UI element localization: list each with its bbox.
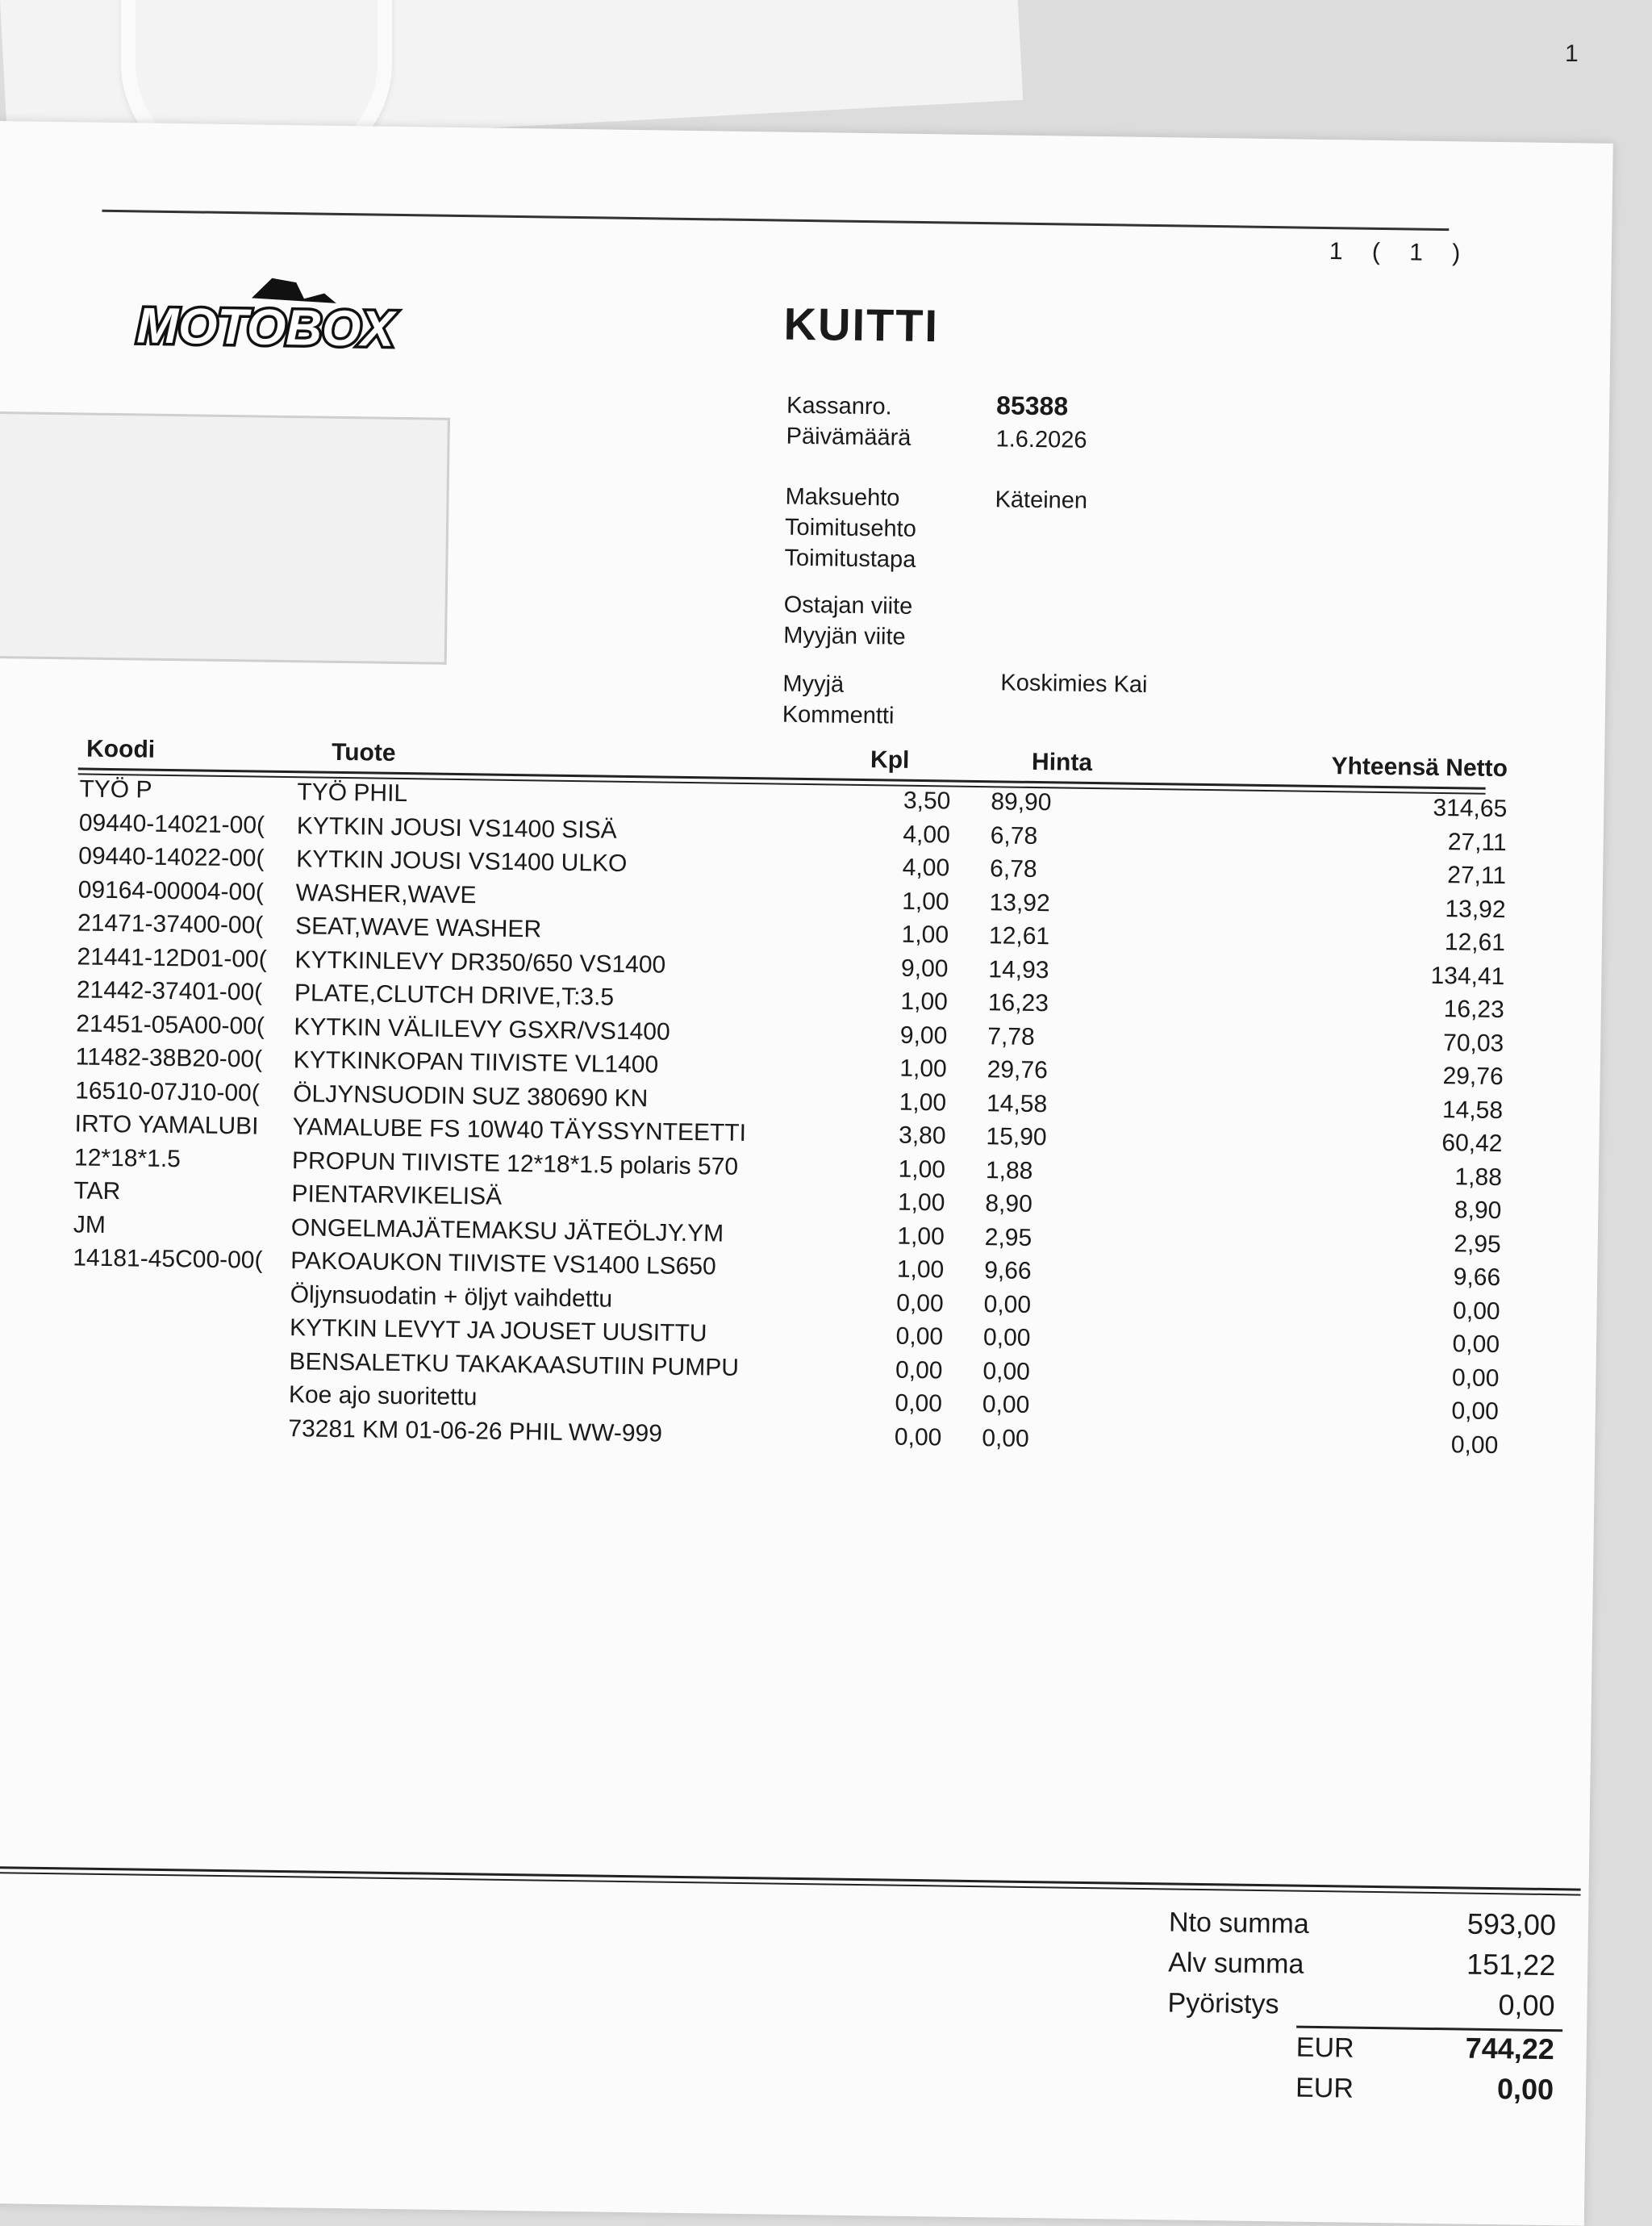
row-price: 6,78 — [989, 855, 1037, 883]
header-product: Tuote — [331, 738, 396, 766]
summary-rule-2 — [0, 1872, 1581, 1895]
row-code: 09440-14021-00( — [78, 808, 265, 839]
row-qty: 3,80 — [898, 1121, 946, 1150]
row-product: ONGELMAJÄTEMAKSU JÄTEÖLJY.YM — [290, 1213, 724, 1247]
summary-rule — [0, 1866, 1581, 1890]
summary-alv-value: 151,22 — [1466, 1947, 1556, 1982]
row-total: 314,65 — [1433, 794, 1508, 823]
row-product: Öljynsuodatin + öljyt vaihdettu — [290, 1280, 613, 1313]
item-rows — [70, 775, 1508, 1464]
meta-label-toimitustapa: Toimitustapa — [784, 545, 916, 573]
row-product: TYÖ PHIL — [297, 779, 408, 808]
page-number: 1 ( 1 ) — [1329, 238, 1472, 267]
row-total: 14,58 — [1441, 1096, 1504, 1124]
summary-nto-label: Nto summa — [1168, 1907, 1310, 1940]
row-price: 9,66 — [983, 1257, 1032, 1284]
meta-label-ostajan-viite: Ostajan viite — [783, 591, 913, 620]
row-qty: 0,00 — [895, 1389, 943, 1418]
row-product: Koe ajo suoritettu — [288, 1381, 478, 1411]
row-qty: 0,00 — [895, 1356, 943, 1384]
row-total: 29,76 — [1442, 1063, 1504, 1091]
row-qty: 1,00 — [898, 1155, 946, 1183]
row-total: 0,00 — [1452, 1297, 1500, 1325]
row-price: 2,95 — [984, 1223, 1032, 1251]
row-qty: 1,00 — [899, 1055, 947, 1083]
meta-label-date: Päivämäärä — [786, 423, 912, 451]
row-total: 8,90 — [1454, 1197, 1502, 1225]
row-qty: 9,00 — [899, 1021, 948, 1050]
row-price: 29,76 — [987, 1056, 1049, 1084]
row-code: 09440-14022-00( — [78, 842, 265, 872]
row-qty: 3,50 — [903, 787, 951, 815]
meta-value-date: 1.6.2026 — [995, 426, 1087, 453]
row-total: 27,11 — [1447, 862, 1507, 890]
row-price: 15,90 — [986, 1123, 1047, 1151]
row-product: PROPUN TIIVISTE 12*18*1.5 polaris 570 — [291, 1146, 739, 1180]
envelope-window — [0, 411, 450, 665]
row-price: 6,78 — [990, 821, 1038, 850]
row-code: 11482-38B20-00( — [75, 1043, 263, 1073]
row-total: 1,88 — [1454, 1163, 1503, 1191]
row-price: 14,58 — [986, 1089, 1048, 1117]
row-product: KYTKINLEVY DR350/650 VS1400 — [294, 946, 666, 979]
row-price: 89,90 — [991, 788, 1052, 816]
row-product: KYTKIN VÄLILEVY GSXR/VS1400 — [294, 1013, 670, 1046]
row-product: KYTKIN LEVYT JA JOUSET UUSITTU — [289, 1314, 707, 1347]
corner-mark: 1 — [1565, 40, 1579, 67]
row-qty: 1,00 — [901, 887, 949, 916]
row-qty: 4,00 — [902, 854, 950, 882]
meta-label-toimitusehto: Toimitusehto — [784, 514, 917, 542]
row-total: 60,42 — [1441, 1130, 1503, 1158]
row-qty: 1,00 — [897, 1222, 945, 1250]
meta-label-myyjan-viite: Myyjän viite — [782, 622, 906, 650]
row-qty: 4,00 — [903, 821, 950, 849]
row-price: 8,90 — [985, 1190, 1033, 1217]
receipt-paper — [0, 121, 1613, 2226]
row-product: KYTKIN JOUSI VS1400 ULKO — [296, 846, 628, 877]
row-product: PLATE,CLUTCH DRIVE,T:3.5 — [294, 979, 615, 1011]
row-product: KYTKINKOPAN TIIVISTE VL1400 — [293, 1046, 659, 1079]
summary-eur-label: EUR — [1295, 2032, 1354, 2064]
meta-value-myyja: Koskimies Kai — [1000, 670, 1148, 698]
row-code: 09164-00004-00( — [77, 875, 265, 906]
row-qty: 1,00 — [896, 1255, 945, 1284]
row-code: 12*18*1.5 — [73, 1143, 181, 1172]
row-total: 70,03 — [1442, 1029, 1504, 1057]
row-code: IRTO YAMALUBI — [74, 1110, 259, 1140]
row-price: 0,00 — [983, 1290, 1032, 1318]
meta-label-kassanro: Kassanro. — [786, 392, 892, 420]
row-total: 0,00 — [1451, 1364, 1500, 1392]
row-qty: 0,00 — [895, 1322, 944, 1351]
row-code: TAR — [73, 1177, 121, 1205]
row-total: 12,61 — [1444, 929, 1506, 957]
row-code: 14181-45C00-00( — [73, 1244, 263, 1274]
row-product: ÖLJYNSUODIN SUZ 380690 KN — [292, 1080, 649, 1112]
meta-label-kommentti: Kommentti — [782, 701, 895, 729]
row-product: 73281 KM 01-06-26 PHIL WW-999 — [288, 1414, 663, 1447]
row-total: 0,00 — [1450, 1430, 1499, 1459]
row-total: 16,23 — [1443, 996, 1505, 1024]
row-code: 16510-07J10-00( — [75, 1076, 260, 1107]
row-price: 12,61 — [988, 922, 1050, 950]
row-price: 16,23 — [987, 989, 1049, 1017]
meta-value-maksuehto: Käteinen — [995, 487, 1088, 514]
header-code: Koodi — [86, 735, 156, 763]
row-qty: 1,00 — [897, 1188, 945, 1217]
row-price: 0,00 — [982, 1391, 1030, 1418]
row-qty: 9,00 — [900, 954, 949, 983]
row-total: 0,00 — [1451, 1397, 1500, 1426]
meta-label-maksuehto: Maksuehto — [785, 483, 900, 512]
row-qty: 0,00 — [896, 1289, 944, 1317]
row-total: 0,00 — [1452, 1330, 1500, 1359]
row-price: 0,00 — [982, 1324, 1031, 1351]
row-code: JM — [73, 1210, 106, 1238]
row-product: PAKOAUKON TIIVISTE VS1400 LS650 — [290, 1247, 716, 1280]
header-price: Hinta — [1031, 748, 1093, 776]
row-price: 0,00 — [982, 1357, 1031, 1385]
receipt-title: KUITTI — [783, 298, 940, 352]
row-code: 21471-37400-00( — [77, 909, 264, 939]
row-total: 13,92 — [1445, 895, 1506, 923]
summary-eur-total: 744,22 — [1465, 2031, 1555, 2066]
row-product: BENSALETKU TAKAKAASUTIIN PUMPU — [289, 1347, 740, 1381]
row-total: 134,41 — [1430, 962, 1505, 990]
row-code: 21442-37401-00( — [76, 976, 263, 1006]
summary-eur2-label: EUR — [1295, 2072, 1354, 2104]
header-total: Yhteensä Netto — [1331, 753, 1508, 783]
row-total: 9,66 — [1453, 1263, 1501, 1292]
row-price: 1,88 — [985, 1156, 1033, 1184]
summary-nto-value: 593,00 — [1466, 1907, 1557, 1942]
row-total: 2,95 — [1454, 1230, 1501, 1258]
row-product: SEAT,WAVE WASHER — [294, 913, 542, 943]
row-total: 27,11 — [1447, 828, 1507, 856]
row-price: 0,00 — [982, 1424, 1029, 1452]
meta-label-myyja: Myyjä — [782, 670, 845, 698]
header-qty: Kpl — [870, 746, 910, 774]
row-price: 14,93 — [988, 955, 1049, 984]
meta-value-kassanro: 85388 — [995, 390, 1069, 421]
row-qty: 1,00 — [900, 988, 949, 1016]
row-price: 7,78 — [987, 1022, 1035, 1050]
row-qty: 1,00 — [899, 1088, 947, 1116]
row-product: KYTKIN JOUSI VS1400 SISÄ — [296, 812, 617, 844]
row-qty: 0,00 — [894, 1423, 942, 1451]
row-price: 13,92 — [989, 888, 1050, 917]
row-product: WASHER,WAVE — [295, 879, 477, 908]
summary-round-label: Pyöristys — [1167, 1987, 1279, 2020]
summary-alv-label: Alv summa — [1168, 1947, 1304, 1980]
row-qty: 1,00 — [901, 921, 949, 949]
summary-round-value: 0,00 — [1498, 1988, 1555, 2023]
motobox-logo — [130, 268, 437, 361]
row-code: 21451-05A00-00( — [76, 1009, 265, 1040]
top-rule — [102, 210, 1449, 231]
row-product: PIENTARVIKELISÄ — [291, 1180, 503, 1210]
logo-text: MOTOBOX — [136, 298, 395, 357]
row-code: TYÖ P — [79, 775, 152, 804]
row-code: 21441-12D01-00( — [77, 942, 267, 973]
row-product: YAMALUBE FS 10W40 TÄYSSYNTEETTI — [292, 1113, 747, 1147]
summary-eur2-value: 0,00 — [1496, 2072, 1554, 2107]
